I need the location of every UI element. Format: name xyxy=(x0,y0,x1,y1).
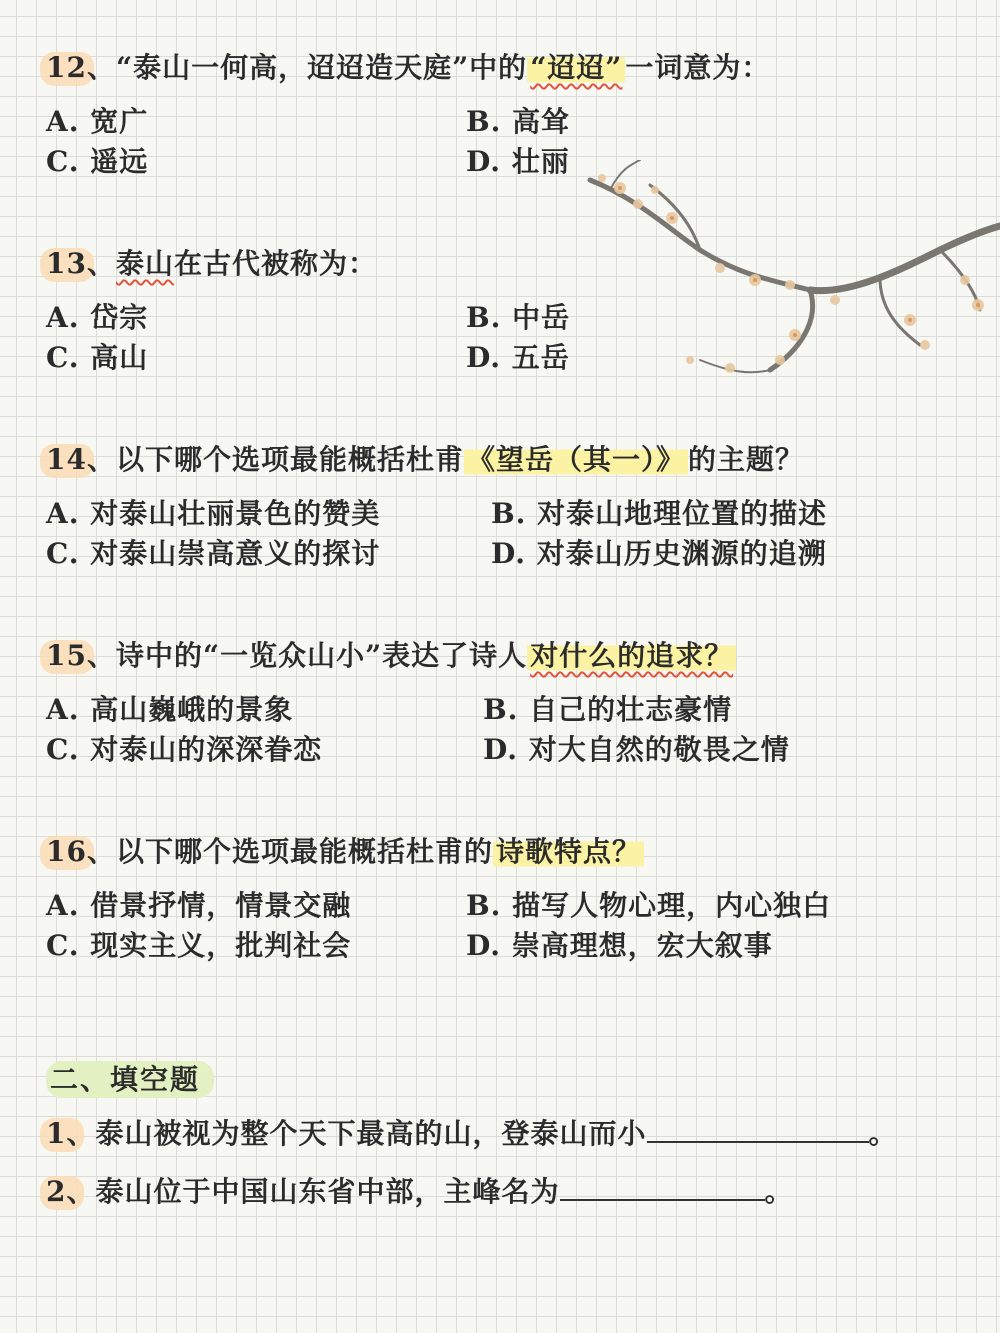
option-a[interactable]: A. 宽广 xyxy=(46,105,149,138)
option-d[interactable]: D. 壮丽 xyxy=(466,145,570,178)
option-b[interactable]: B. 描写人物心理，内心独白 xyxy=(466,889,832,922)
question-text-end: 的主题？ xyxy=(688,443,805,476)
question-number: 12、 xyxy=(46,48,116,88)
options-list xyxy=(46,102,946,182)
question-number: 16、 xyxy=(46,832,116,872)
section-title-text: 二、填空题 xyxy=(46,1061,214,1098)
question-title xyxy=(46,636,946,676)
question-text-end: 。 xyxy=(764,1175,794,1208)
option-a[interactable]: A. 对泰山壮丽景色的赞美 xyxy=(46,497,381,530)
question-number: 2、 xyxy=(46,1172,95,1212)
question-text-end: 一词意为： xyxy=(625,51,771,84)
question-text: “泰山一何高，迢迢造天庭”中的 xyxy=(115,51,528,84)
option-c[interactable]: C. 高山 xyxy=(46,341,149,374)
option-d[interactable]: D. 五岳 xyxy=(466,341,570,374)
highlighted-term: 对什么的追求？ xyxy=(527,639,736,672)
option-c[interactable]: C. 遥远 xyxy=(46,145,149,178)
option-b[interactable]: B. 高耸 xyxy=(466,105,571,138)
question-title xyxy=(46,832,946,872)
question-15 xyxy=(46,636,946,770)
highlighted-term: 《望岳（其一）》 xyxy=(464,443,688,476)
option-c[interactable]: C. 对泰山的深深眷恋 xyxy=(46,733,323,766)
question-text: 泰山位于中国山东省中部，主峰名为 xyxy=(95,1175,560,1208)
option-b[interactable]: B. 自己的壮志豪情 xyxy=(483,693,733,726)
option-a[interactable]: A. 借景抒情，情景交融 xyxy=(46,889,352,922)
options-list xyxy=(46,494,946,574)
question-16 xyxy=(46,832,946,966)
answer-blank[interactable] xyxy=(560,1175,765,1201)
option-a[interactable]: A. 岱宗 xyxy=(46,301,149,334)
answer-blank[interactable] xyxy=(647,1117,869,1143)
question-12 xyxy=(46,48,946,182)
question-text: 以下哪个选项最能概括杜甫的 xyxy=(115,835,493,868)
section-title-fill-in xyxy=(46,1060,214,1100)
question-number: 14、 xyxy=(46,440,116,480)
question-number: 15、 xyxy=(46,636,116,676)
option-d[interactable]: D. 对大自然的敬畏之情 xyxy=(483,733,790,766)
question-title xyxy=(46,48,946,88)
highlighted-term: 泰山 xyxy=(115,247,174,280)
question-text-end: 。 xyxy=(868,1117,898,1150)
question-number: 1、 xyxy=(46,1114,95,1154)
question-number: 13、 xyxy=(46,244,116,284)
fill-question-2 xyxy=(46,1172,794,1212)
option-b[interactable]: B. 中岳 xyxy=(466,301,571,334)
options-list xyxy=(46,298,946,378)
question-title xyxy=(46,440,946,480)
option-d[interactable]: D. 崇高理想，宏大叙事 xyxy=(466,929,773,962)
question-text-end: 在古代被称为： xyxy=(173,247,377,280)
option-a[interactable]: A. 高山巍峨的景象 xyxy=(46,693,294,726)
question-text: 泰山被视为整个天下最高的山，登泰山而小 xyxy=(95,1117,647,1150)
option-c[interactable]: C. 现实主义，批判社会 xyxy=(46,929,352,962)
question-text: 以下哪个选项最能概括杜甫 xyxy=(115,443,464,476)
fill-question-1 xyxy=(46,1114,898,1154)
question-text: 诗中的“一览众山小”表达了诗人 xyxy=(115,639,528,672)
question-title xyxy=(46,244,946,284)
option-c[interactable]: C. 对泰山崇高意义的探讨 xyxy=(46,537,381,570)
option-d[interactable]: D. 对泰山历史渊源的追溯 xyxy=(491,537,827,570)
options-list xyxy=(46,886,946,966)
question-14 xyxy=(46,440,946,574)
highlighted-term: 诗歌特点？ xyxy=(493,835,644,868)
option-b[interactable]: B. 对泰山地理位置的描述 xyxy=(491,497,828,530)
question-13 xyxy=(46,244,946,378)
options-list xyxy=(46,690,946,770)
highlighted-term: “迢迢” xyxy=(527,51,625,84)
